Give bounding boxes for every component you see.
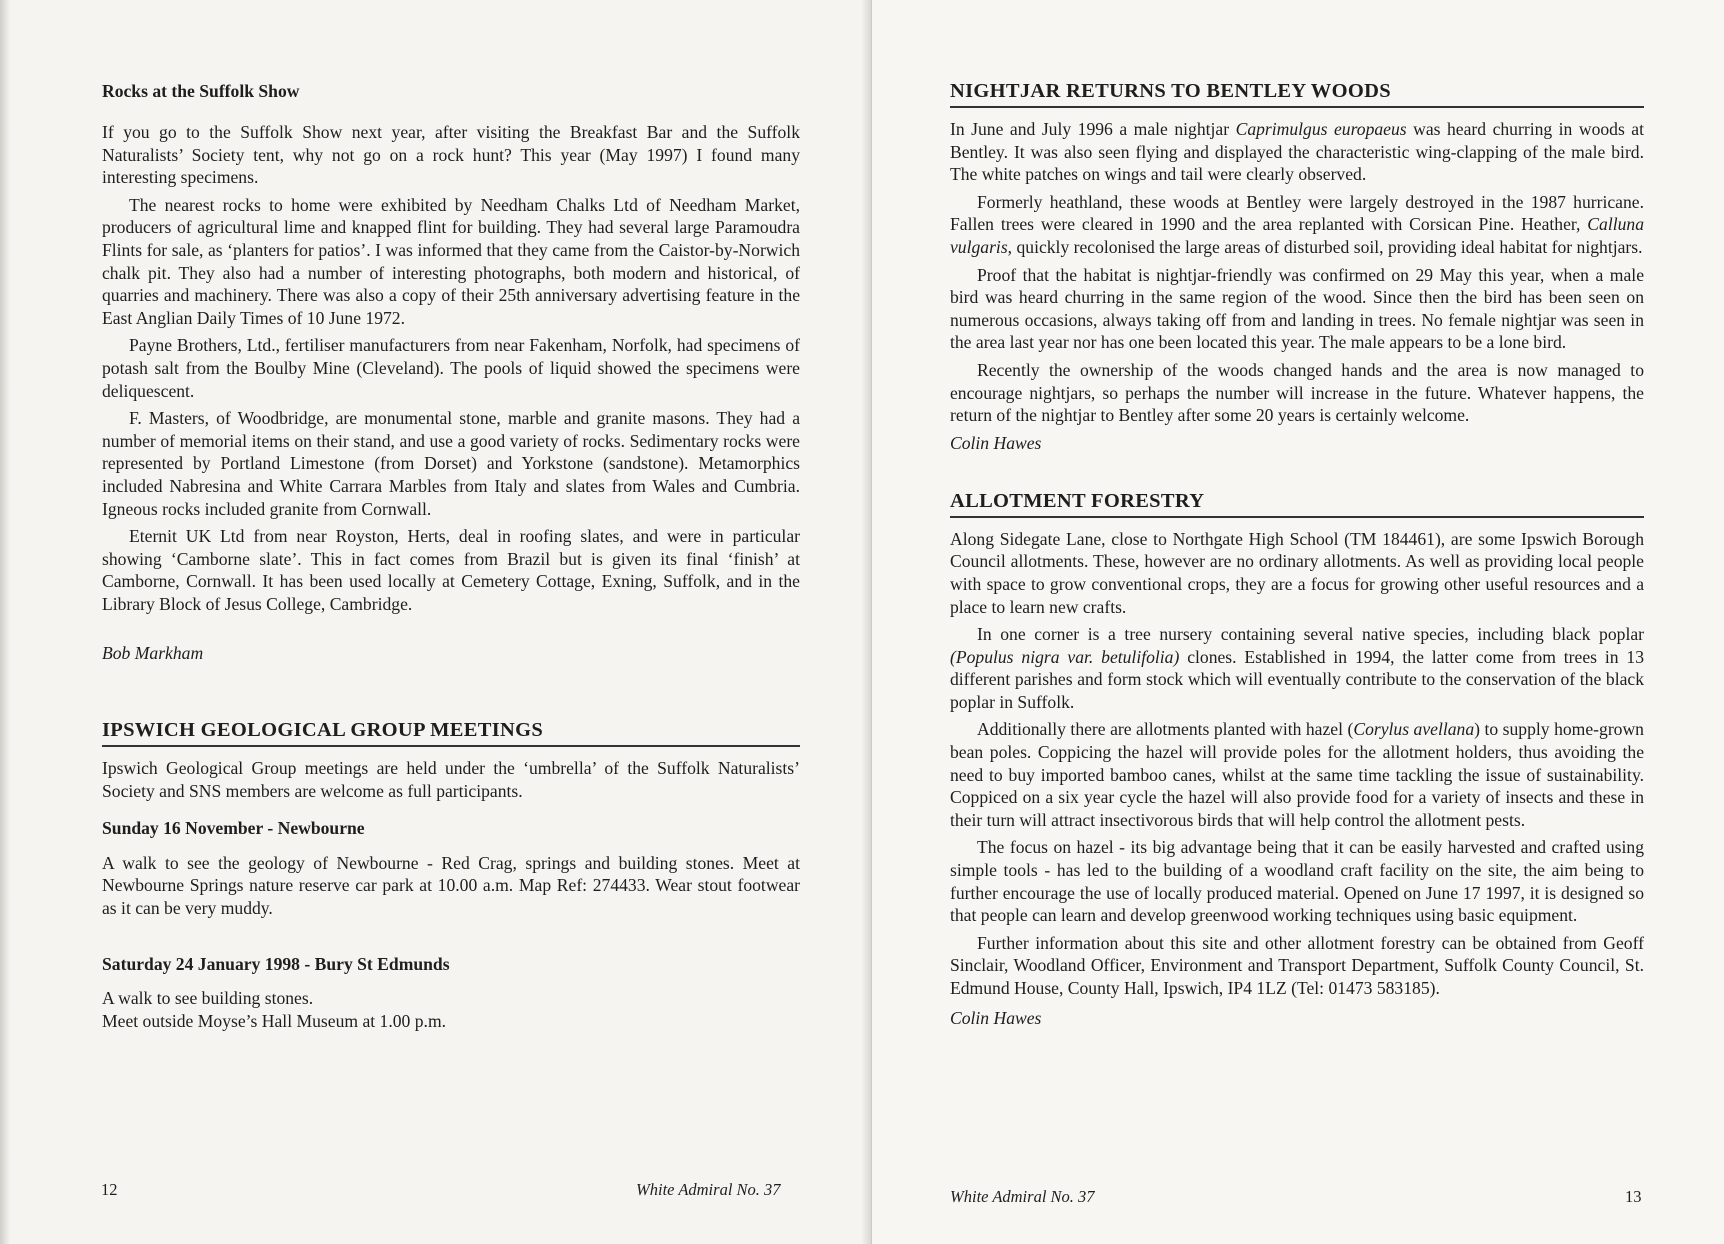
page-number-right: 13 — [1625, 1187, 1642, 1206]
meeting-1-text: A walk to see the geology of Newbourne - Red Crag, springs and building stones. Meet at Newbourne Springs nature reserve car park at 10.00 a.m. Map Ref: 274433. Wear stout footwear as it can be very muddy. — [102, 852, 800, 918]
nightjar-paragraph-3: Proof that the habitat is nightjar-friendly was confirmed on 29 May this year, when a male bird was heard churring in the same region of the wood. Since then the bird has been seen on numerous occasions, always taking off from and landing in trees. No female nightjar was seen in the area last year nor has one been located this year. The male appears to be a lone bird. — [950, 264, 1644, 353]
rocks-paragraph-1: If you go to the Suffolk Show next year, after visiting the Breakfast Bar and the Suffolk Naturalists’ Society tent, why not go on a rock hunt? This year (May 1997) I found many interesting specimens. — [102, 122, 800, 188]
allotment-paragraph-5: Further information about this site and other allotment forestry can be obtained from Geoff Sinclair, Woodland Officer, Environment and Transport Department, Suffolk County Council, St. Edmund House, County Hall, Ipswich, IP4 1LZ (Tel: 01473 583185). — [950, 932, 1644, 998]
nightjar-heading: NIGHTJAR RETURNS TO BENTLEY WOODS — [950, 78, 1644, 108]
right-column — [950, 78, 1644, 1029]
page-number-left: 12 — [101, 1180, 118, 1199]
rocks-paragraph-2: The nearest rocks to home were exhibited by Needham Chalks Ltd of Needham Market, producers of agricultural lime and knapped flint for building. They had several large Paramoudra Flints for sale, as ‘planters for patios’. I was informed that they came from the Caistor-by-Norwich chalk pit. They also had a number of interesting photographs, both modern and historical, of quarries and machinery. There was also a copy of their 25th anniversary advertising feature in the East Anglian Daily Times of 10 June 1972. — [102, 194, 800, 328]
allotment-heading: ALLOTMENT FORESTRY — [950, 488, 1644, 518]
latin-name: Calluna vulgaris — [950, 214, 1644, 257]
nightjar-paragraph-4: Recently the ownership of the woods changed hands and the area is now managed to encourage nightjars, so perhaps the number will increase in the future. Whatever happens, the return of the nightjar to Bentley after some 20 years is certainly welcome. — [950, 359, 1644, 426]
allotment-paragraph-1: Along Sidegate Lane, close to Northgate High School (TM 184461), are some Ipswich Borough Council allotments. These, however are no ordinary allotments. As well as providing local people with space to grow conventional crops, they are a focus for growing other useful resources and a place to learn new crafts. — [950, 528, 1644, 617]
allotment-author: Colin Hawes — [950, 1007, 1042, 1028]
rocks-paragraph-3: Payne Brothers, Ltd., fertiliser manufacturers from near Fakenham, Norfolk, had specimens of potash salt from the Boulby Mine (Cleveland). The pools of liquid showed the specimens were deliquescent. — [102, 335, 800, 401]
rocks-author: Bob Markham — [102, 643, 204, 664]
ipswich-heading: IPSWICH GEOLOGICAL GROUP MEETINGS — [102, 717, 800, 747]
allotment-paragraph-3: Additionally there are allotments planted with hazel (Corylus avellana) to supply home-grown bean poles. Coppicing the hazel will provide poles for the allotment holders, thus avoiding the need to buy imported bamboo canes, whilst at the same time tackling the issue of sustainability. Coppiced on a six year cycle the hazel will also provide food for a variety of insects and these in their turn will attract insectivorous birds that will help control the allotment pests. — [950, 719, 1644, 830]
meeting-2-line-1: A walk to see building stones. — [102, 988, 314, 1009]
latin-name: (Populus nigra var. betulifolia) — [950, 646, 1180, 667]
footer-left: White Admiral No. 37 — [636, 1180, 781, 1199]
meeting-2-title: Saturday 24 January 1998 - Bury St Edmunds — [102, 954, 450, 975]
left-column — [102, 80, 800, 1033]
latin-name: Corylus avellana — [1353, 719, 1475, 740]
nightjar-paragraph-2: Formerly heathland, these woods at Bentley were largely destroyed in the 1987 hurricane. Fallen trees were cleared in 1990 and the area replanted with Corsican Pine. Heather, Calluna vulgaris, quickly recolonised the large areas of disturbed soil, providing ideal habitat for nightjars. — [950, 191, 1644, 257]
allotment-paragraph-4: The focus on hazel - its big advantage being that it can be easily harvested and crafted using simple tools - has led to the building of a woodland craft facility on the site, the aim being to further encourage the use of locally produced material. Opened on June 17 1997, it is designed so that people can learn and develop greenwood working techniques using basic equipment. — [950, 837, 1644, 926]
nightjar-paragraph-1: In June and July 1996 a male nightjar Caprimulgus europaeus was heard churring in woods at Bentley. It was also seen flying and displayed the characteristic wing-clapping of the male bird. The white patches on wings and tail were clearly observed. — [950, 119, 1645, 185]
rocks-paragraph-5: Eternit UK Ltd from near Royston, Herts, deal in roofing slates, and were in particular showing ‘Camborne slate’. This in fact comes from Brazil but is given its final ‘finish’ at Camborne, Cornwall. It has been used locally at Cemetery Cottage, Exning, Suffolk, and in the Library Block of Jesus College, Cambridge. — [102, 526, 800, 614]
rocks-title: Rocks at the Suffolk Show — [102, 81, 300, 101]
meeting-2-line-2: Meet outside Moyse’s Hall Museum at 1.00 p.m. — [102, 1011, 447, 1032]
meeting-1-title: Sunday 16 November - Newbourne — [102, 817, 365, 838]
latin-name: Caprimulgus europaeus — [1235, 119, 1407, 139]
rocks-paragraph-4: F. Masters, of Woodbridge, are monumental stone, marble and granite masons. They had a number of memorial items on their stand, and use a good variety of rocks. Sedimentary rocks were represented by Portland Limestone (from Dorset) and Yorkstone (sandstone). Metamorphics included Nabresina and White Carrara Marbles from Italy and slates from Wales and Cumbria. Igneous rocks included granite from Cornwall. — [102, 408, 800, 519]
page-right — [872, 0, 1724, 1244]
footer-right: White Admiral No. 37 — [950, 1187, 1095, 1206]
page-edge-shadow — [0, 0, 10, 1244]
nightjar-author: Colin Hawes — [950, 432, 1042, 453]
allotment-paragraph-2: In one corner is a tree nursery containing several native species, including black poplar (Populus nigra var. betulifolia) clones. Established in 1994, the latter come from trees in 13 different parishes and form stock which will eventually contribute to the conservation of the black poplar in Suffolk. — [950, 624, 1644, 712]
ipswich-intro: Ipswich Geological Group meetings are held under the ‘umbrella’ of the Suffolk Naturalists’ Society and SNS members are welcome as full participants. — [102, 758, 800, 802]
